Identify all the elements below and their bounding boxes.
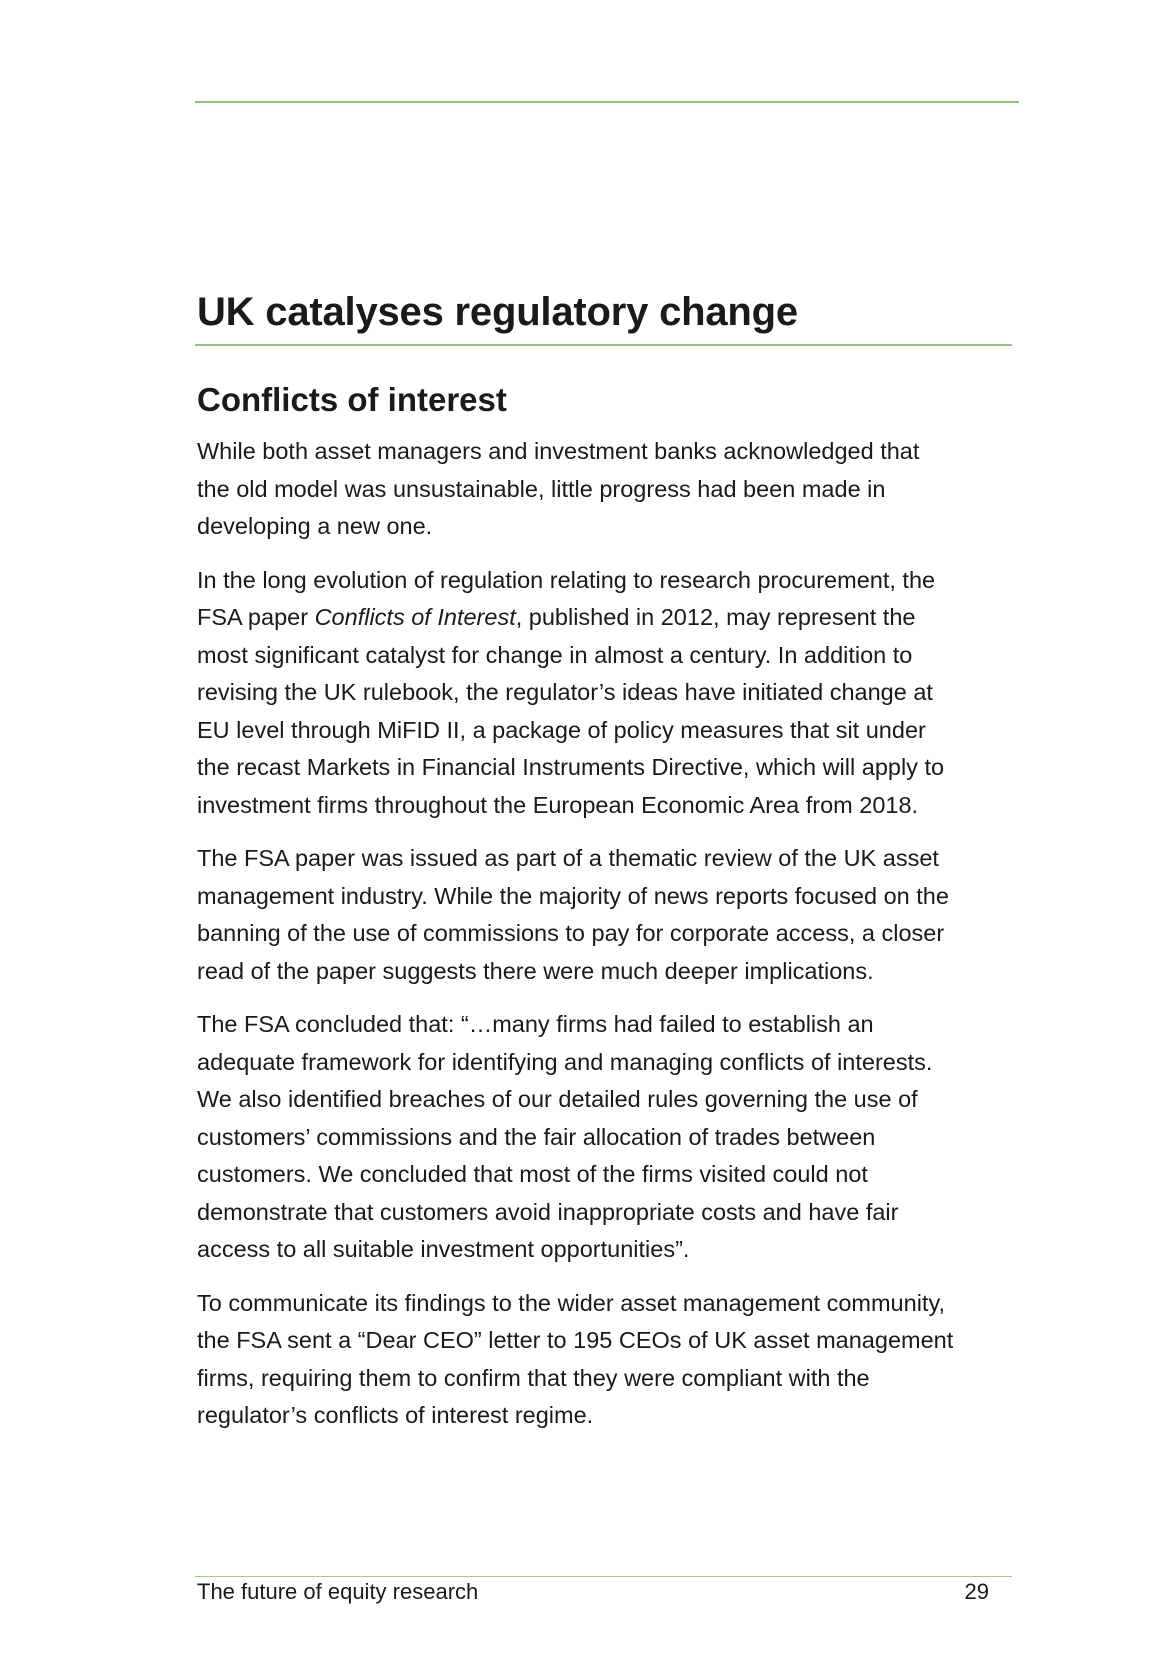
paragraph-2 bbox=[197, 562, 1017, 825]
text-line: access to all suitable investment opportunities”. bbox=[197, 1236, 690, 1262]
text-line: The FSA concluded that: “…many firms had failed to establish an bbox=[197, 1011, 874, 1037]
paragraph-3 bbox=[197, 840, 1017, 990]
title-underline bbox=[195, 344, 1012, 346]
text-line: adequate framework for identifying and managing conflicts of interests. bbox=[197, 1048, 933, 1075]
top-divider bbox=[195, 101, 1019, 103]
text-line: customers’ commissions and the fair allocation of trades between bbox=[197, 1123, 876, 1150]
page-footer bbox=[197, 1574, 989, 1610]
publication-title: Conflicts of Interest bbox=[314, 604, 516, 630]
text-line: read of the paper suggests there were much deeper implications. bbox=[197, 957, 874, 984]
paragraph-4 bbox=[197, 1006, 1017, 1269]
section-heading: Conflicts of interest bbox=[197, 381, 507, 418]
text-line: the old model was unsustainable, little progress had been made in bbox=[197, 475, 886, 502]
text-line: EU level through MiFID II, a package of policy measures that sit under bbox=[197, 716, 926, 743]
text-line: most significant catalyst for change in almost a century. In addition to bbox=[197, 641, 913, 668]
text-line bbox=[197, 599, 1017, 637]
text-line: banning of the use of commissions to pay for corporate access, a closer bbox=[197, 920, 945, 946]
text-run: FSA paper bbox=[197, 604, 315, 630]
text-line: To communicate its findings to the wider asset management community, bbox=[197, 1289, 945, 1316]
text-line: developing a new one. bbox=[197, 513, 433, 539]
text-line: investment firms throughout the European Economic Area from 2018. bbox=[197, 791, 919, 818]
page-title: UK catalyses regulatory change bbox=[197, 290, 798, 334]
text-line: regulator’s conflicts of interest regime. bbox=[197, 1402, 594, 1428]
footer-document-title: The future of equity research bbox=[197, 1579, 479, 1604]
text-line: the recast Markets in Financial Instruments Directive, which will apply to bbox=[197, 754, 945, 780]
text-run: , published in 2012, may represent the bbox=[515, 604, 916, 630]
text-line: In the long evolution of regulation relating to research procurement, the bbox=[197, 566, 936, 593]
text-line: management industry. While the majority of news reports focused on the bbox=[197, 882, 949, 909]
text-line: customers. We concluded that most of the firms visited could not bbox=[197, 1161, 868, 1187]
paragraph-1 bbox=[197, 433, 1017, 546]
text-line: revising the UK rulebook, the regulator’s ideas have initiated change at bbox=[197, 679, 933, 705]
page-number: 29 bbox=[964, 1579, 989, 1604]
text-line: While both asset managers and investment banks acknowledged that bbox=[197, 438, 920, 464]
text-line: The FSA paper was issued as part of a thematic review of the UK asset bbox=[197, 845, 939, 871]
text-line: We also identified breaches of our detailed rules governing the use of bbox=[197, 1086, 918, 1112]
body-text bbox=[197, 433, 1017, 1451]
text-line: demonstrate that customers avoid inappropriate costs and have fair bbox=[197, 1198, 899, 1225]
text-line: firms, requiring them to confirm that they were compliant with the bbox=[197, 1364, 870, 1391]
text-line: the FSA sent a “Dear CEO” letter to 195 CEOs of UK asset management bbox=[197, 1327, 954, 1353]
paragraph-5 bbox=[197, 1285, 1017, 1435]
